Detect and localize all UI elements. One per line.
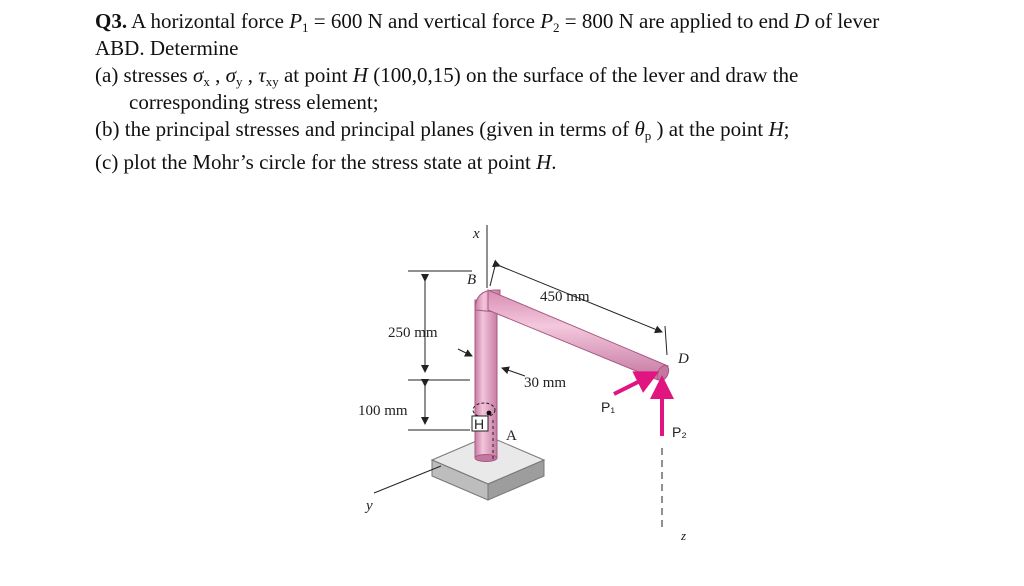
dim-label-100: 100 mm: [358, 403, 408, 419]
point-h-label: H: [474, 416, 485, 432]
force-p1-label: P₁: [601, 399, 616, 415]
y-axis-label: y: [366, 498, 373, 514]
z-axis-label: z: [681, 528, 687, 543]
point-b-label: B: [467, 272, 477, 288]
force-p1-arrow: [614, 375, 652, 394]
post-base-end: [475, 455, 497, 462]
force-p2-label: P₂: [672, 424, 687, 440]
y-axis-line: [374, 466, 441, 493]
statement-line-2: ABD. Determine: [95, 36, 239, 60]
part-b: (b) the principal stresses and principal planes (given in terms of $\theta_p$ ) at the point H;: [95, 117, 790, 143]
statement-line-1: Q3. A horizontal force $P_1 = 600$ N and vertical force $P_2 = 800$ N are applied to end D of lever: [95, 9, 880, 35]
point-d-label: D: [678, 351, 689, 367]
dim-label-30: 30 mm: [524, 375, 567, 391]
x-axis-label: x: [473, 226, 480, 242]
question-number: Q3.: [95, 9, 128, 33]
dim-label-450: 450 mm: [540, 289, 590, 305]
point-a-label: A: [506, 428, 517, 444]
dim-label-250: 250 mm: [388, 325, 438, 341]
part-a: (a) stresses $\sigma_x$ , $\sigma_y$ , $\tau_{xy}$ at point H (100,0,15) on the surface of the lever and draw the: [95, 63, 799, 89]
part-c: (c) plot the Mohr’s circle for the stress state at point H.: [95, 150, 557, 174]
part-a-continued: corresponding stress element;: [129, 90, 379, 114]
lever-post-ab: [475, 300, 497, 458]
